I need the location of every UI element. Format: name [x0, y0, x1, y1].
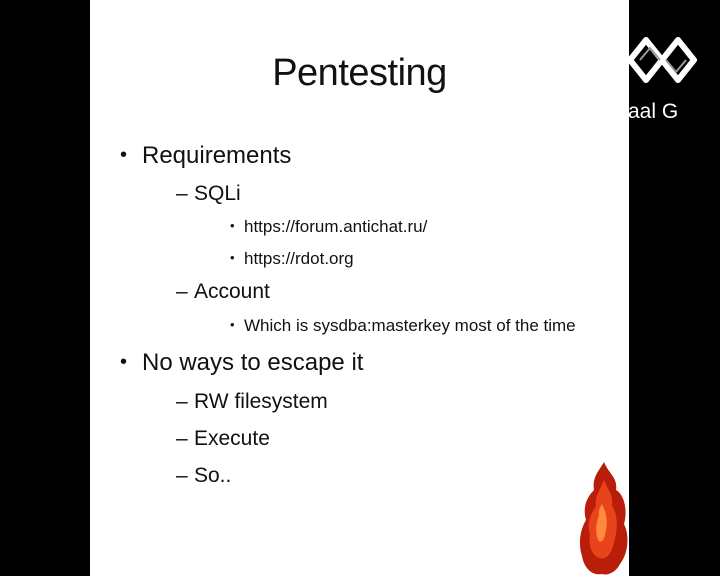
bullet-rdot-link — [230, 249, 354, 269]
dash-marker: – — [176, 280, 188, 303]
bullet-text: No ways to escape it — [142, 349, 364, 376]
dash-marker: – — [176, 464, 188, 487]
presentation-slide — [90, 0, 629, 576]
bullet-sysdba — [230, 316, 576, 336]
bullet-execute — [176, 427, 270, 451]
flame-creature-icon — [578, 460, 630, 576]
bullet-text: Execute — [194, 427, 270, 450]
bullet-text: So.. — [194, 464, 232, 487]
bullet-text: SQLi — [194, 182, 241, 205]
bullet-no-escape — [120, 349, 363, 377]
bullet-so — [176, 464, 231, 488]
dash-marker: – — [176, 427, 188, 450]
bullet-text: Account — [194, 280, 270, 303]
logo-text: aal G — [628, 100, 679, 123]
bullet-marker: • — [120, 351, 128, 373]
bullet-marker: • — [230, 317, 235, 332]
diamond-chain-logo-icon — [626, 28, 698, 92]
bullet-marker: • — [120, 144, 128, 166]
dash-marker: – — [176, 390, 188, 413]
bullet-text: Which is sysdba:masterkey most of the time — [244, 316, 576, 335]
bullet-marker: • — [230, 218, 235, 233]
bullet-text: https://rdot.org — [244, 249, 354, 268]
bullet-sqli — [176, 182, 241, 206]
dash-marker: – — [176, 182, 188, 205]
bullet-text: Requirements — [142, 142, 292, 169]
bullet-rw-filesystem — [176, 390, 328, 414]
bullet-account — [176, 280, 270, 304]
bullet-requirements — [120, 142, 291, 170]
bullet-marker: • — [230, 250, 235, 265]
bullet-text: https://forum.antichat.ru/ — [244, 217, 428, 236]
bullet-antichat-link — [230, 217, 427, 237]
bullet-text: RW filesystem — [194, 390, 328, 413]
slide-title: Pentesting — [272, 52, 447, 94]
